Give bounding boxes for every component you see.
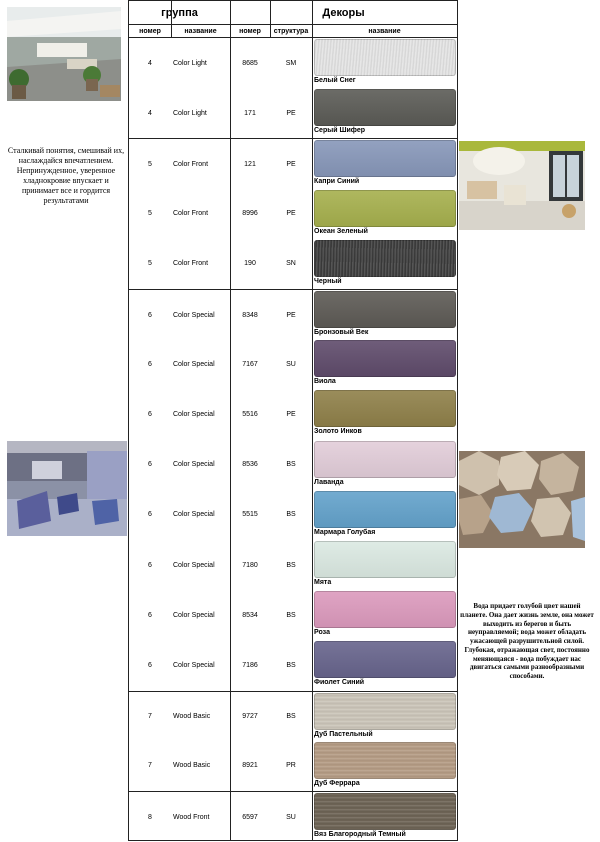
right-description: Вода придает голубой цвет нашей планете. Она дает жизнь земле, она может выходить из берегов и быть неуправляемой; вода может обладать ужасающей разрушительной силой. Глубокая, отражающая свет, постоянно меняющаяся - вода побуждает нас двигаться самыми разнообразными способами.	[460, 602, 594, 680]
color-swatch	[314, 591, 456, 628]
decor-code: 7186	[242, 661, 258, 669]
color-swatch	[314, 291, 456, 328]
decor-structure: BS	[286, 561, 296, 569]
decor-code: 190	[244, 260, 256, 268]
decor-code: 7180	[242, 561, 258, 569]
group-name: Color Special	[173, 511, 215, 519]
group-number: 6	[148, 511, 152, 519]
decor-structure: BS	[286, 661, 296, 669]
group-name: Color Special	[173, 561, 215, 569]
table-row	[129, 38, 457, 88]
terrace-photo	[7, 7, 121, 101]
table-row	[129, 289, 457, 340]
group-number: 6	[148, 461, 152, 469]
hexagon-panels-photo	[459, 451, 585, 548]
kids-room-photo	[459, 141, 585, 230]
color-swatch	[314, 693, 456, 730]
interior-photo	[7, 441, 127, 536]
decor-structure: PE	[286, 311, 296, 319]
decor-catalog-table	[128, 0, 458, 841]
group-name: Wood Basic	[173, 762, 211, 770]
decor-name: Мармара Голубая	[314, 528, 376, 536]
group-name: Color Special	[173, 410, 215, 418]
decor-structure: BS	[286, 713, 296, 721]
table-row	[129, 540, 457, 590]
decor-structure: BS	[286, 511, 296, 519]
group-number: 4	[148, 109, 152, 117]
decor-structure: SN	[286, 260, 296, 268]
col-structure-header: структура	[270, 25, 312, 38]
group-number: 6	[148, 561, 152, 569]
group-number: 6	[148, 661, 152, 669]
decor-code: 8534	[242, 611, 258, 619]
color-swatch	[314, 390, 456, 427]
decor-structure: PE	[286, 410, 296, 418]
color-swatch	[314, 441, 456, 478]
group-name: Color Front	[173, 260, 209, 268]
decor-name: Черный	[314, 277, 342, 285]
decor-code: 6597	[242, 813, 258, 821]
col-name-header: название	[171, 25, 230, 38]
decor-structure: SU	[286, 360, 296, 368]
group-header: группа	[129, 1, 230, 25]
color-swatch	[314, 793, 456, 830]
table-row	[129, 590, 457, 640]
decor-name: Дуб Феррара	[314, 779, 360, 787]
color-swatch	[314, 491, 456, 528]
col-decor-name-header: название	[312, 25, 457, 38]
color-swatch	[314, 140, 456, 177]
group-number: 7	[148, 713, 152, 721]
group-number: 5	[148, 210, 152, 218]
table-row	[129, 640, 457, 690]
decor-name: Серый Шифер	[314, 127, 365, 135]
decor-structure: SM	[285, 59, 297, 67]
decor-name: Фиолет Синий	[314, 679, 365, 687]
decor-name: Виола	[314, 378, 336, 386]
group-number: 6	[148, 360, 152, 368]
decor-structure: PE	[286, 160, 296, 168]
decor-name: Вяз Благородный Темный	[314, 831, 406, 838]
color-swatch	[314, 89, 456, 126]
table-row	[129, 691, 457, 742]
group-name: Color Special	[173, 311, 215, 319]
decors-header: Декоры	[230, 1, 457, 25]
decor-code: 121	[244, 160, 256, 168]
decor-code: 5515	[242, 511, 258, 519]
table-row	[129, 239, 457, 289]
color-swatch	[314, 190, 456, 227]
decor-structure: SU	[286, 813, 296, 821]
decor-name: Капри Синий	[314, 178, 360, 186]
table-row	[129, 741, 457, 791]
decor-name: Мята	[314, 579, 332, 586]
group-name: Color Special	[173, 611, 215, 619]
color-swatch	[314, 742, 456, 779]
col-code-header: номер	[230, 25, 270, 38]
color-swatch	[314, 541, 456, 578]
table-row	[129, 389, 457, 439]
decor-structure: BS	[286, 461, 296, 469]
decor-name: Роза	[314, 629, 330, 637]
group-number: 6	[148, 311, 152, 319]
color-swatch	[314, 39, 456, 76]
table-body	[129, 38, 457, 840]
table-row	[129, 88, 457, 138]
decor-name: Лаванда	[314, 478, 344, 486]
decor-code: 8996	[242, 210, 258, 218]
table-row	[129, 440, 457, 490]
decor-code: 8921	[242, 762, 258, 770]
group-number: 6	[148, 611, 152, 619]
group-number: 5	[148, 260, 152, 268]
group-name: Color Special	[173, 360, 215, 368]
decor-name: Золото Инков	[314, 428, 362, 436]
group-number: 4	[148, 59, 152, 67]
col-number-header: номер	[129, 25, 171, 38]
table-row	[129, 138, 457, 189]
table-row	[129, 339, 457, 389]
group-name: Color Special	[173, 661, 215, 669]
col-divider	[270, 1, 271, 38]
decor-structure: PE	[286, 210, 296, 218]
decor-code: 171	[244, 109, 256, 117]
group-number: 5	[148, 160, 152, 168]
decor-code: 9727	[242, 713, 258, 721]
decor-code: 8348	[242, 311, 258, 319]
group-number: 8	[148, 813, 152, 821]
group-name: Color Front	[173, 210, 209, 218]
group-name: Color Light	[173, 109, 207, 117]
color-swatch	[314, 240, 456, 277]
col-divider	[171, 1, 172, 38]
group-name: Color Special	[173, 461, 215, 469]
decor-name: Океан Зеленый	[314, 227, 368, 235]
group-name: Wood Basic	[173, 713, 211, 721]
decor-structure: BS	[286, 611, 296, 619]
decor-code: 8536	[242, 461, 258, 469]
group-number: 7	[148, 762, 152, 770]
table-row	[129, 490, 457, 540]
table-row	[129, 189, 457, 239]
color-swatch	[314, 340, 456, 377]
decor-name: Белый Снег	[314, 77, 356, 84]
left-description: Сталкивай понятия, смешивай их, наслаждайся впечатлением. Непринужденное, уверенное хладнокровие впускает и принимает все и гордится результатами	[7, 146, 125, 205]
decor-structure: PE	[286, 109, 296, 117]
decor-code: 5516	[242, 410, 258, 418]
table-row	[129, 791, 457, 842]
group-name: Wood Front	[173, 813, 210, 821]
group-name: Color Front	[173, 160, 209, 168]
decor-name: Дуб Пастельный	[314, 730, 373, 738]
decor-name: Бронзовый Век	[314, 329, 369, 336]
group-name: Color Light	[173, 59, 207, 67]
color-swatch	[314, 641, 456, 678]
decor-code: 8685	[242, 59, 258, 67]
decor-code: 7167	[242, 360, 258, 368]
group-number: 6	[148, 410, 152, 418]
decor-structure: PR	[286, 762, 296, 770]
